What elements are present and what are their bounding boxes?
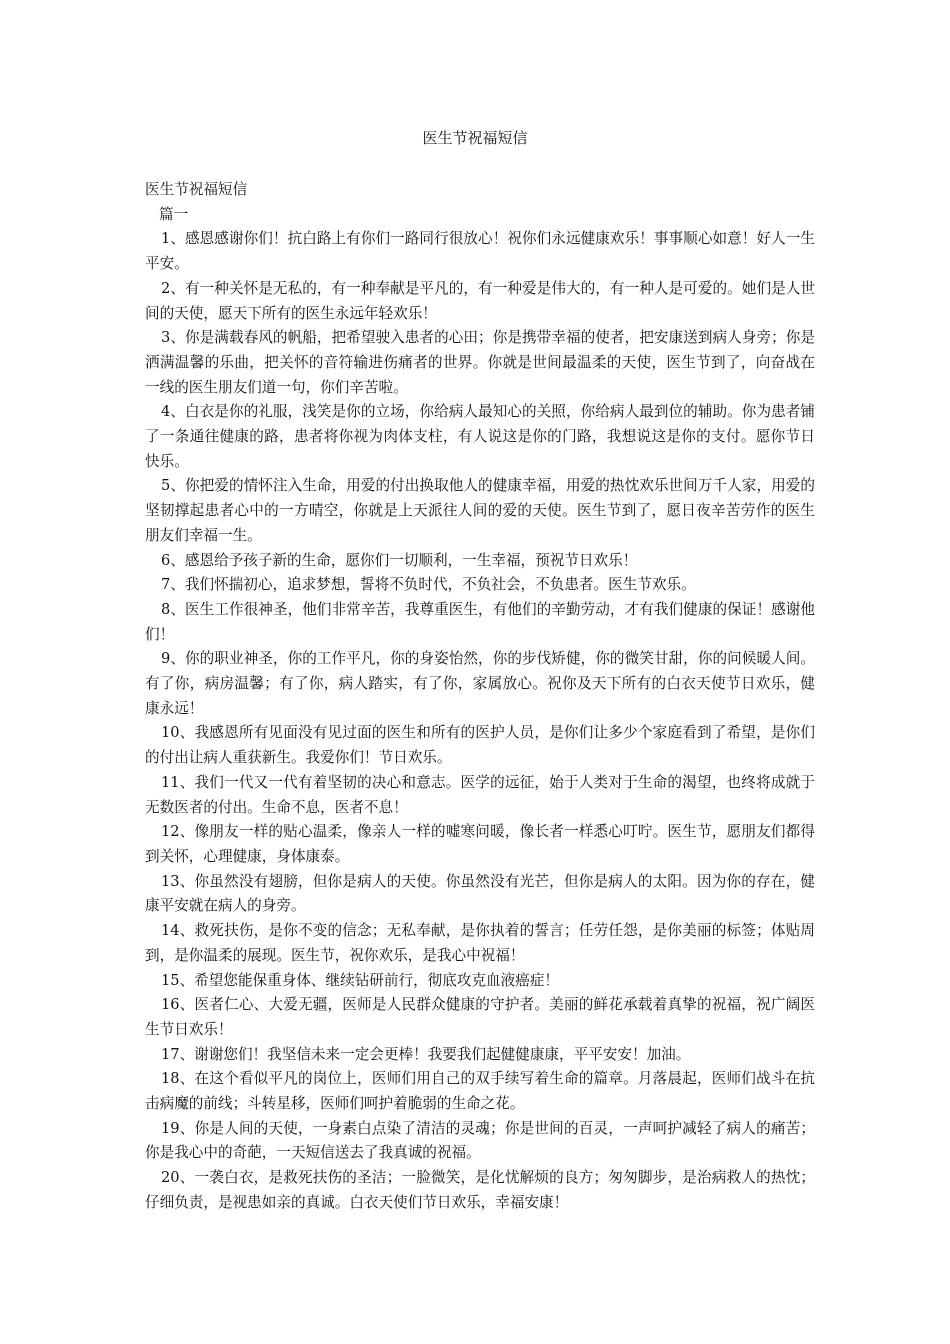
list-item: 13、你虽然没有翅膀，但你是病人的天使。你虽然没有光芒，但你是病人的太阳。因为你的存在，健康平安就在病人的身旁。 [145,872,815,915]
list-item: 6、感恩给予孩子新的生命，愿你们一切顺利，一生幸福，预祝节日欢乐！ [161,551,638,569]
list-item: 5、你把爱的情怀注入生命，用爱的付出换取他人的健康幸福，用爱的热忱欢乐世间万千人家，用爱的坚韧撑起患者心中的一方晴空，你就是上天派往人间的爱的天使。医生节到了，愿日夜辛苦劳作的医生朋友们幸福一生。 [145,477,815,544]
list-item: 11、我们一代又一代有着坚韧的决心和意志。医学的远征，始于人类对于生命的渴望，也终将成就于无数医者的付出。生命不息，医者不息！ [145,773,815,816]
list-item: 3、你是满载春风的帆船，把希望驶入患者的心田；你是携带幸福的使者，把安康送到病人身旁；你是洒满温馨的乐曲，把关怀的音符输进伤痛者的世界。你就是世间最温柔的天使，医生节到了，向奋战在一线的医生朋友们道一句，你们辛苦啦。 [145,329,815,396]
list-item: 12、像朋友一样的贴心温柔，像亲人一样的嘘寒问暖，像长者一样悉心叮咛。医生节，愿朋友们都得到关怀，心理健康，身体康泰。 [145,823,815,865]
section-heading: 篇一 [159,205,189,223]
document-subtitle: 医生节祝福短信 [145,181,248,198]
list-item: 9、你的职业神圣，你的工作平凡，你的身姿怡然，你的步伐矫健，你的微笑甘甜，你的问候暖人间。有了你，病房温馨；有了你，病人踏实，有了你，家属放心。祝你及天下所有的白衣天使节日欢乐，健康永远！ [145,650,815,717]
document-body [145,178,815,1216]
list-item: 19、你是人间的天使，一身素白点染了清洁的灵魂；你是世间的百灵，一声呵护减轻了病人的痛苦；你是我心中的奇葩，一天短信送去了我真诚的祝福。 [145,1119,815,1162]
list-item: 1、感恩感谢你们！抗白路上有你们一路同行很放心！祝你们永远健康欢乐！事事顺心如意！好人一生平安。 [145,230,815,273]
document-title: 医生节祝福短信 [422,129,528,147]
list-item: 10、我感恩所有见面没有见过面的医生和所有的医护人员，是你们让多少个家庭看到了希望，是你们的付出让病人重获新生。我爱你们！节日欢乐。 [145,724,815,767]
list-item: 17、谢谢您们！我坚信未来一定会更棒！我要我们起健健康康，平平安安！加油。 [161,1045,691,1063]
list-item: 2、有一种关怀是无私的，有一种奉献是平凡的，有一种爱是伟大的，有一种人是可爱的。她们是人世间的天使，愿天下所有的医生永远年轻欢乐！ [145,279,815,322]
list-item: 14、救死扶伤，是你不变的信念；无私奉献，是你执着的誓言；任劳任怨，是你美丽的标签；体贴周到，是你温柔的展现。医生节，祝你欢乐，是我心中祝福！ [145,922,815,964]
list-item: 4、白衣是你的礼服，浅笑是你的立场，你给病人最知心的关照，你给病人最到位的辅助。你为患者铺了一条通往健康的路，患者将你视为肉体支柱，有人说这是你的门路，我想说这是你的支付。愿你节日快乐。 [145,403,815,470]
list-item: 15、希望您能保重身体、继续钻研前行，彻底攻克血液癌症！ [161,971,560,989]
list-item: 18、在这个看似平凡的岗位上，医师们用自己的双手续写着生命的篇章。月落晨起，医师们战斗在抗击病魔的前线；斗转星移，医师们呵护着脆弱的生命之花。 [145,1070,815,1113]
list-item: 8、医生工作很神圣，他们非常辛苦，我尊重医生，有他们的辛勤劳动，才有我们健康的保证！感谢他们！ [145,600,815,643]
list-item: 16、医者仁心、大爱无疆，医师是人民群众健康的守护者。美丽的鲜花承载着真挚的祝福，祝广阔医生节日欢乐！ [145,996,815,1038]
list-item: 20、一袭白衣，是救死扶伤的圣洁；一脸微笑，是化忧解烦的良方；匆匆脚步，是治病救人的热忱；仔细负责，是视患如亲的真诚。白衣天使们节日欢乐，幸福安康！ [145,1169,815,1211]
list-item: 7、我们怀揣初心，追求梦想，誓将不负时代，不负社会，不负患者。医生节欢乐。 [161,576,696,594]
